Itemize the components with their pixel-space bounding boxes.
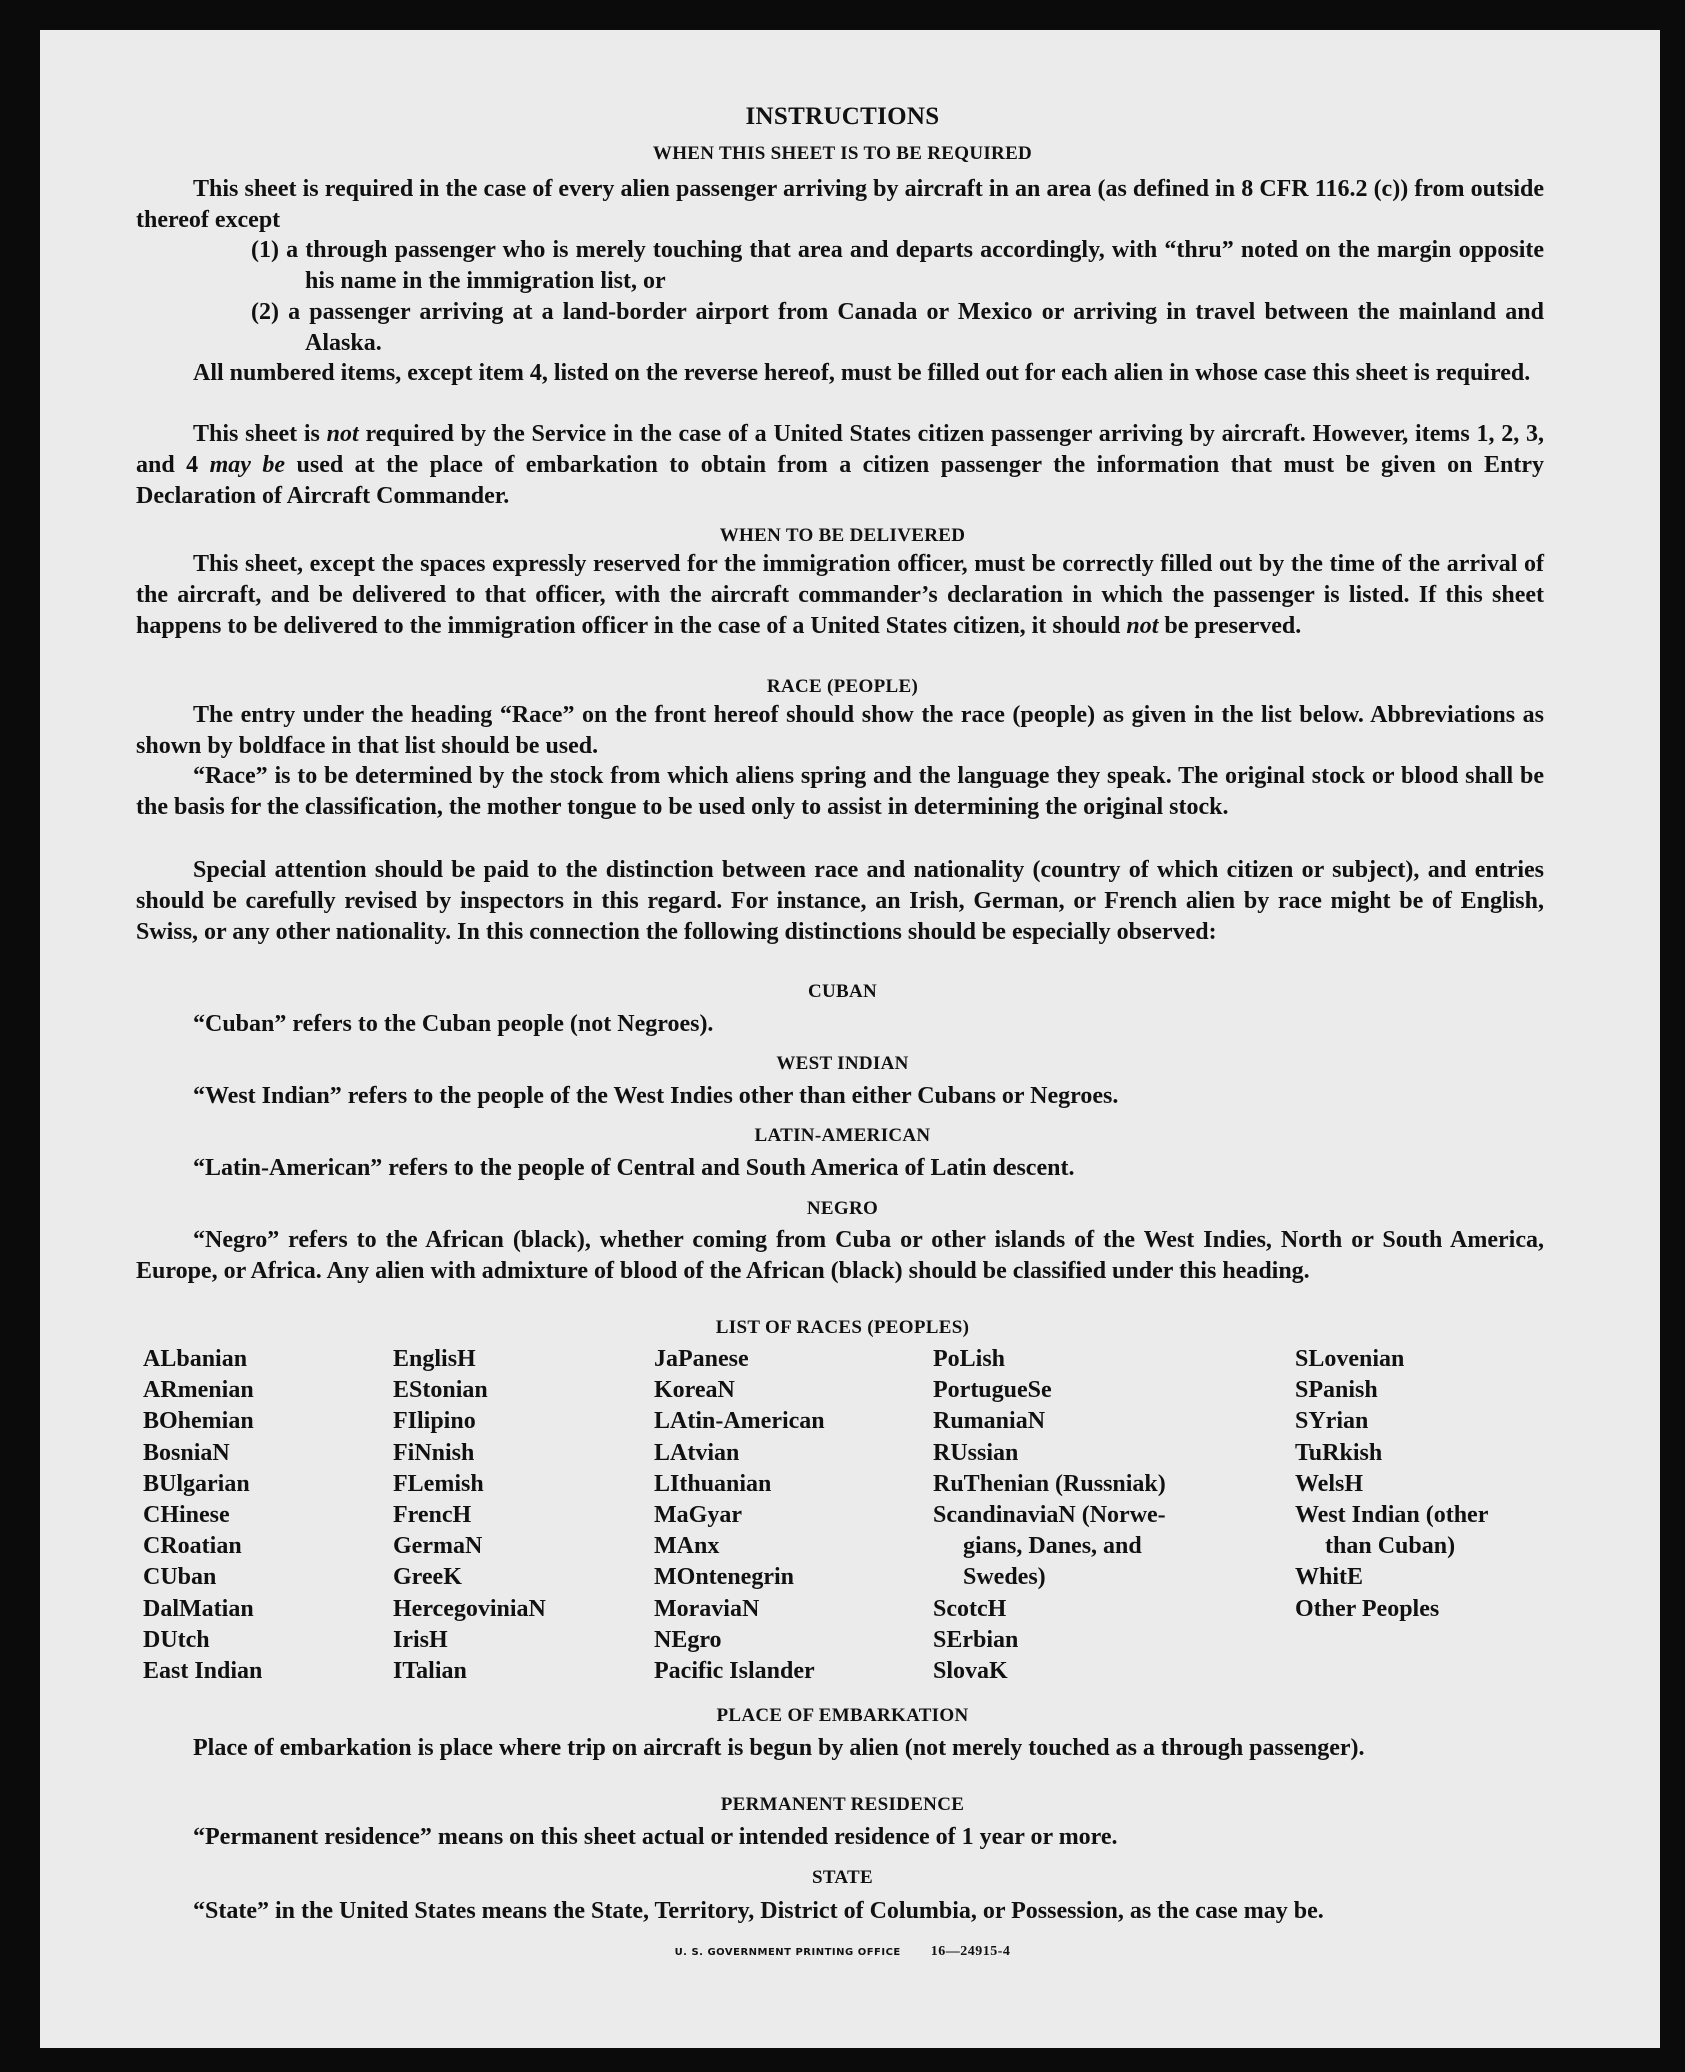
paragraph-race-nationality: Special attention should be paid to the distinction between race and nationality (country of which citizen or subject), and entries should be carefully revised by inspectors in this regard. For instance, an Irish, German, or French alien by race might be of English, Swiss, or any other nationality. In this connection the following distinctions should be especially observed:	[136, 857, 1544, 945]
race-list-item: KoreaN	[654, 1377, 735, 1404]
race-list-item: DUtch	[143, 1626, 210, 1653]
race-list-item: ScandinaviaN (Norwe-	[933, 1502, 1166, 1529]
paragraph-place-of-embarkation: Place of embarkation is place where trip on aircraft is begun by alien (not merely touched as a through passenger).	[193, 1735, 1365, 1761]
heading-negro: NEGRO	[806, 1198, 879, 1219]
race-list-item: SYrian	[1295, 1408, 1369, 1435]
paragraph-latin-american: “Latin-American” refers to the people of Central and South America of Latin descent.	[193, 1155, 1075, 1181]
race-list-item: CUban	[143, 1564, 217, 1591]
heading-west-indian: WEST INDIAN	[776, 1053, 909, 1074]
heading-race: RACE (PEOPLE)	[766, 676, 919, 697]
italic-segment: may be	[209, 452, 286, 478]
text-segment: required by the Service in the case of a United States citizen passenger arriving by aircraft. However, items 1, 2, 3, and 4	[136, 421, 1545, 478]
race-list-item: FrencH	[393, 1502, 472, 1529]
race-list-column	[393, 1344, 546, 1687]
paragraph-delivery	[136, 549, 1544, 642]
paragraph-citizen	[136, 419, 1544, 512]
race-list-item: EStonian	[393, 1377, 488, 1404]
race-list-item: ITalian	[393, 1658, 467, 1685]
heading-latin-american: LATIN-AMERICAN	[754, 1125, 931, 1146]
paragraph-race-definition: “Race” is to be determined by the stock from which aliens spring and the language they speak. The original stock or blood shall be the basis for the classification, the mother tongue to be used only to assist in determining the original stock.	[136, 763, 1544, 820]
race-list-item: West Indian (other	[1295, 1502, 1489, 1529]
race-list-item: FiNnish	[393, 1439, 475, 1466]
race-list-item: Pacific Islander	[654, 1658, 815, 1685]
italic-segment: not	[326, 421, 359, 447]
heading-cuban: CUBAN	[807, 981, 878, 1002]
race-list-column	[933, 1344, 1166, 1687]
race-list-item: JaPanese	[654, 1346, 749, 1372]
race-list-item: WhitE	[1295, 1564, 1364, 1591]
race-list-item: FIlipino	[393, 1408, 476, 1435]
race-list-item: East Indian	[143, 1658, 263, 1685]
italic-segment: not	[1126, 613, 1159, 639]
race-list-item: HercegoviniaN	[393, 1595, 546, 1622]
paragraph-race-entry: The entry under the heading “Race” on the front hereof should show the race (people) as given in the list below. Abbreviations as shown by boldface in that list should be used.	[136, 702, 1544, 759]
race-list-column	[654, 1344, 825, 1687]
exception-item-2: (2) a passenger arriving at a land-border airport from Canada or Mexico or arriving in travel between the mainland and Alaska.	[251, 299, 1544, 356]
race-list-item: RuThenian (Russniak)	[933, 1470, 1166, 1497]
race-list-item: IrisH	[393, 1626, 448, 1653]
race-list-item: CRoatian	[143, 1533, 242, 1560]
race-list-item: TuRkish	[1295, 1439, 1383, 1466]
exception-item-1: (1) a through passenger who is merely touching that area and departs accordingly, with “thru” noted on the margin opposite his name in the immigration list, or	[251, 237, 1544, 294]
race-list-item: ARmenian	[143, 1377, 254, 1404]
race-list-item: WelsH	[1295, 1470, 1364, 1497]
race-list-item: BosniaN	[143, 1439, 230, 1466]
race-list-item: SLovenian	[1295, 1346, 1405, 1372]
race-list-item-continuation: gians, Danes, and	[963, 1533, 1142, 1560]
race-list-item: FLemish	[393, 1470, 484, 1497]
heading-permanent-residence: PERMANENT RESIDENCE	[720, 1794, 965, 1815]
form-code: 16—24915-4	[930, 1944, 1011, 1959]
race-list-item: MoraviaN	[654, 1595, 760, 1622]
race-list-item: BUlgarian	[143, 1470, 250, 1497]
race-list-item: DalMatian	[143, 1595, 254, 1622]
race-list-item: LAtvian	[654, 1439, 740, 1466]
text-segment: used at the place of embarkation to obtain from a citizen passenger the information that must be given on Entry Declaration of Aircraft Commander.	[136, 452, 1544, 509]
race-list-item: CHinese	[143, 1502, 230, 1529]
heading-place-of-embarkation: PLACE OF EMBARKATION	[716, 1705, 969, 1726]
printer-name: U. S. GOVERNMENT PRINTING OFFICE	[674, 1947, 901, 1958]
paragraph-requirement: This sheet is required in the case of every alien passenger arriving by aircraft in an area (as defined in 8 CFR 116.2 (c)) from outside thereof except	[136, 176, 1544, 233]
race-list-item: GermaN	[393, 1533, 483, 1560]
race-list-item: MaGyar	[654, 1502, 742, 1529]
text-segment: This sheet is	[193, 421, 327, 447]
paragraph-negro: “Negro” refers to the African (black), whether coming from Cuba or other islands of the West Indies, North or South America, Europe, or Africa. Any alien with admixture of blood of the African (black) should be classified under this heading.	[136, 1227, 1544, 1284]
race-list-item: NEgro	[654, 1626, 722, 1653]
race-list-item: EnglisH	[393, 1346, 476, 1372]
text-segment: This sheet, except the spaces expressly reserved for the immigration officer, must be correctly filled out by the time of the arrival of the aircraft, and be delivered to that officer, with the aircraft commander’s declaration in which the passenger is listed. If this sheet happens to be delivered to the immigration officer in the case of a United States citizen, it should	[136, 551, 1544, 639]
race-list-item: ALbanian	[143, 1346, 248, 1372]
race-list-item: SPanish	[1295, 1377, 1378, 1404]
race-list-item: Other Peoples	[1295, 1595, 1440, 1622]
race-list-item: PortugueSe	[933, 1377, 1052, 1404]
printer-imprint	[0, 1944, 1685, 1960]
race-list-item: RumaniaN	[933, 1408, 1046, 1435]
race-list-item: GreeK	[393, 1564, 462, 1591]
race-list-item: RUssian	[933, 1439, 1019, 1466]
race-list-item: MAnx	[654, 1533, 720, 1560]
page-title: INSTRUCTIONS	[745, 103, 940, 130]
race-list-item-continuation: Swedes)	[963, 1564, 1046, 1591]
race-list-column	[143, 1344, 262, 1687]
race-list-item: LIthuanian	[654, 1470, 772, 1497]
paragraph-cuban: “Cuban” refers to the Cuban people (not Negroes).	[193, 1011, 714, 1037]
race-list-item-continuation: than Cuban)	[1325, 1533, 1456, 1560]
heading-list-of-races: LIST OF RACES (PEOPLES)	[715, 1317, 970, 1338]
race-list-item: PoLish	[933, 1346, 1006, 1372]
race-list-item: SErbian	[933, 1626, 1019, 1653]
race-list-item: SlovaK	[933, 1658, 1008, 1685]
race-list-item: BOhemian	[143, 1408, 254, 1435]
text-segment: be preserved.	[1158, 613, 1302, 639]
heading-when-delivered: WHEN TO BE DELIVERED	[719, 525, 966, 546]
heading-state: STATE	[812, 1867, 873, 1888]
paragraph-state: “State” in the United States means the State, Territory, District of Columbia, or Possession, as the case may be.	[193, 1898, 1324, 1924]
paragraph-west-indian: “West Indian” refers to the people of the West Indies other than either Cubans or Negroes.	[193, 1083, 1119, 1109]
paragraph-numbered-items: All numbered items, except item 4, listed on the reverse hereof, must be filled out for each alien in whose case this sheet is required.	[193, 360, 1531, 386]
paragraph-permanent-residence: “Permanent residence” means on this sheet actual or intended residence of 1 year or more.	[193, 1824, 1118, 1850]
race-list-item: MOntenegrin	[654, 1564, 794, 1591]
race-list-item: LAtin-American	[654, 1408, 825, 1435]
race-list-column	[1295, 1344, 1488, 1625]
race-list-item: ScotcH	[933, 1595, 1007, 1622]
heading-when-required: WHEN THIS SHEET IS TO BE REQUIRED	[652, 143, 1033, 164]
